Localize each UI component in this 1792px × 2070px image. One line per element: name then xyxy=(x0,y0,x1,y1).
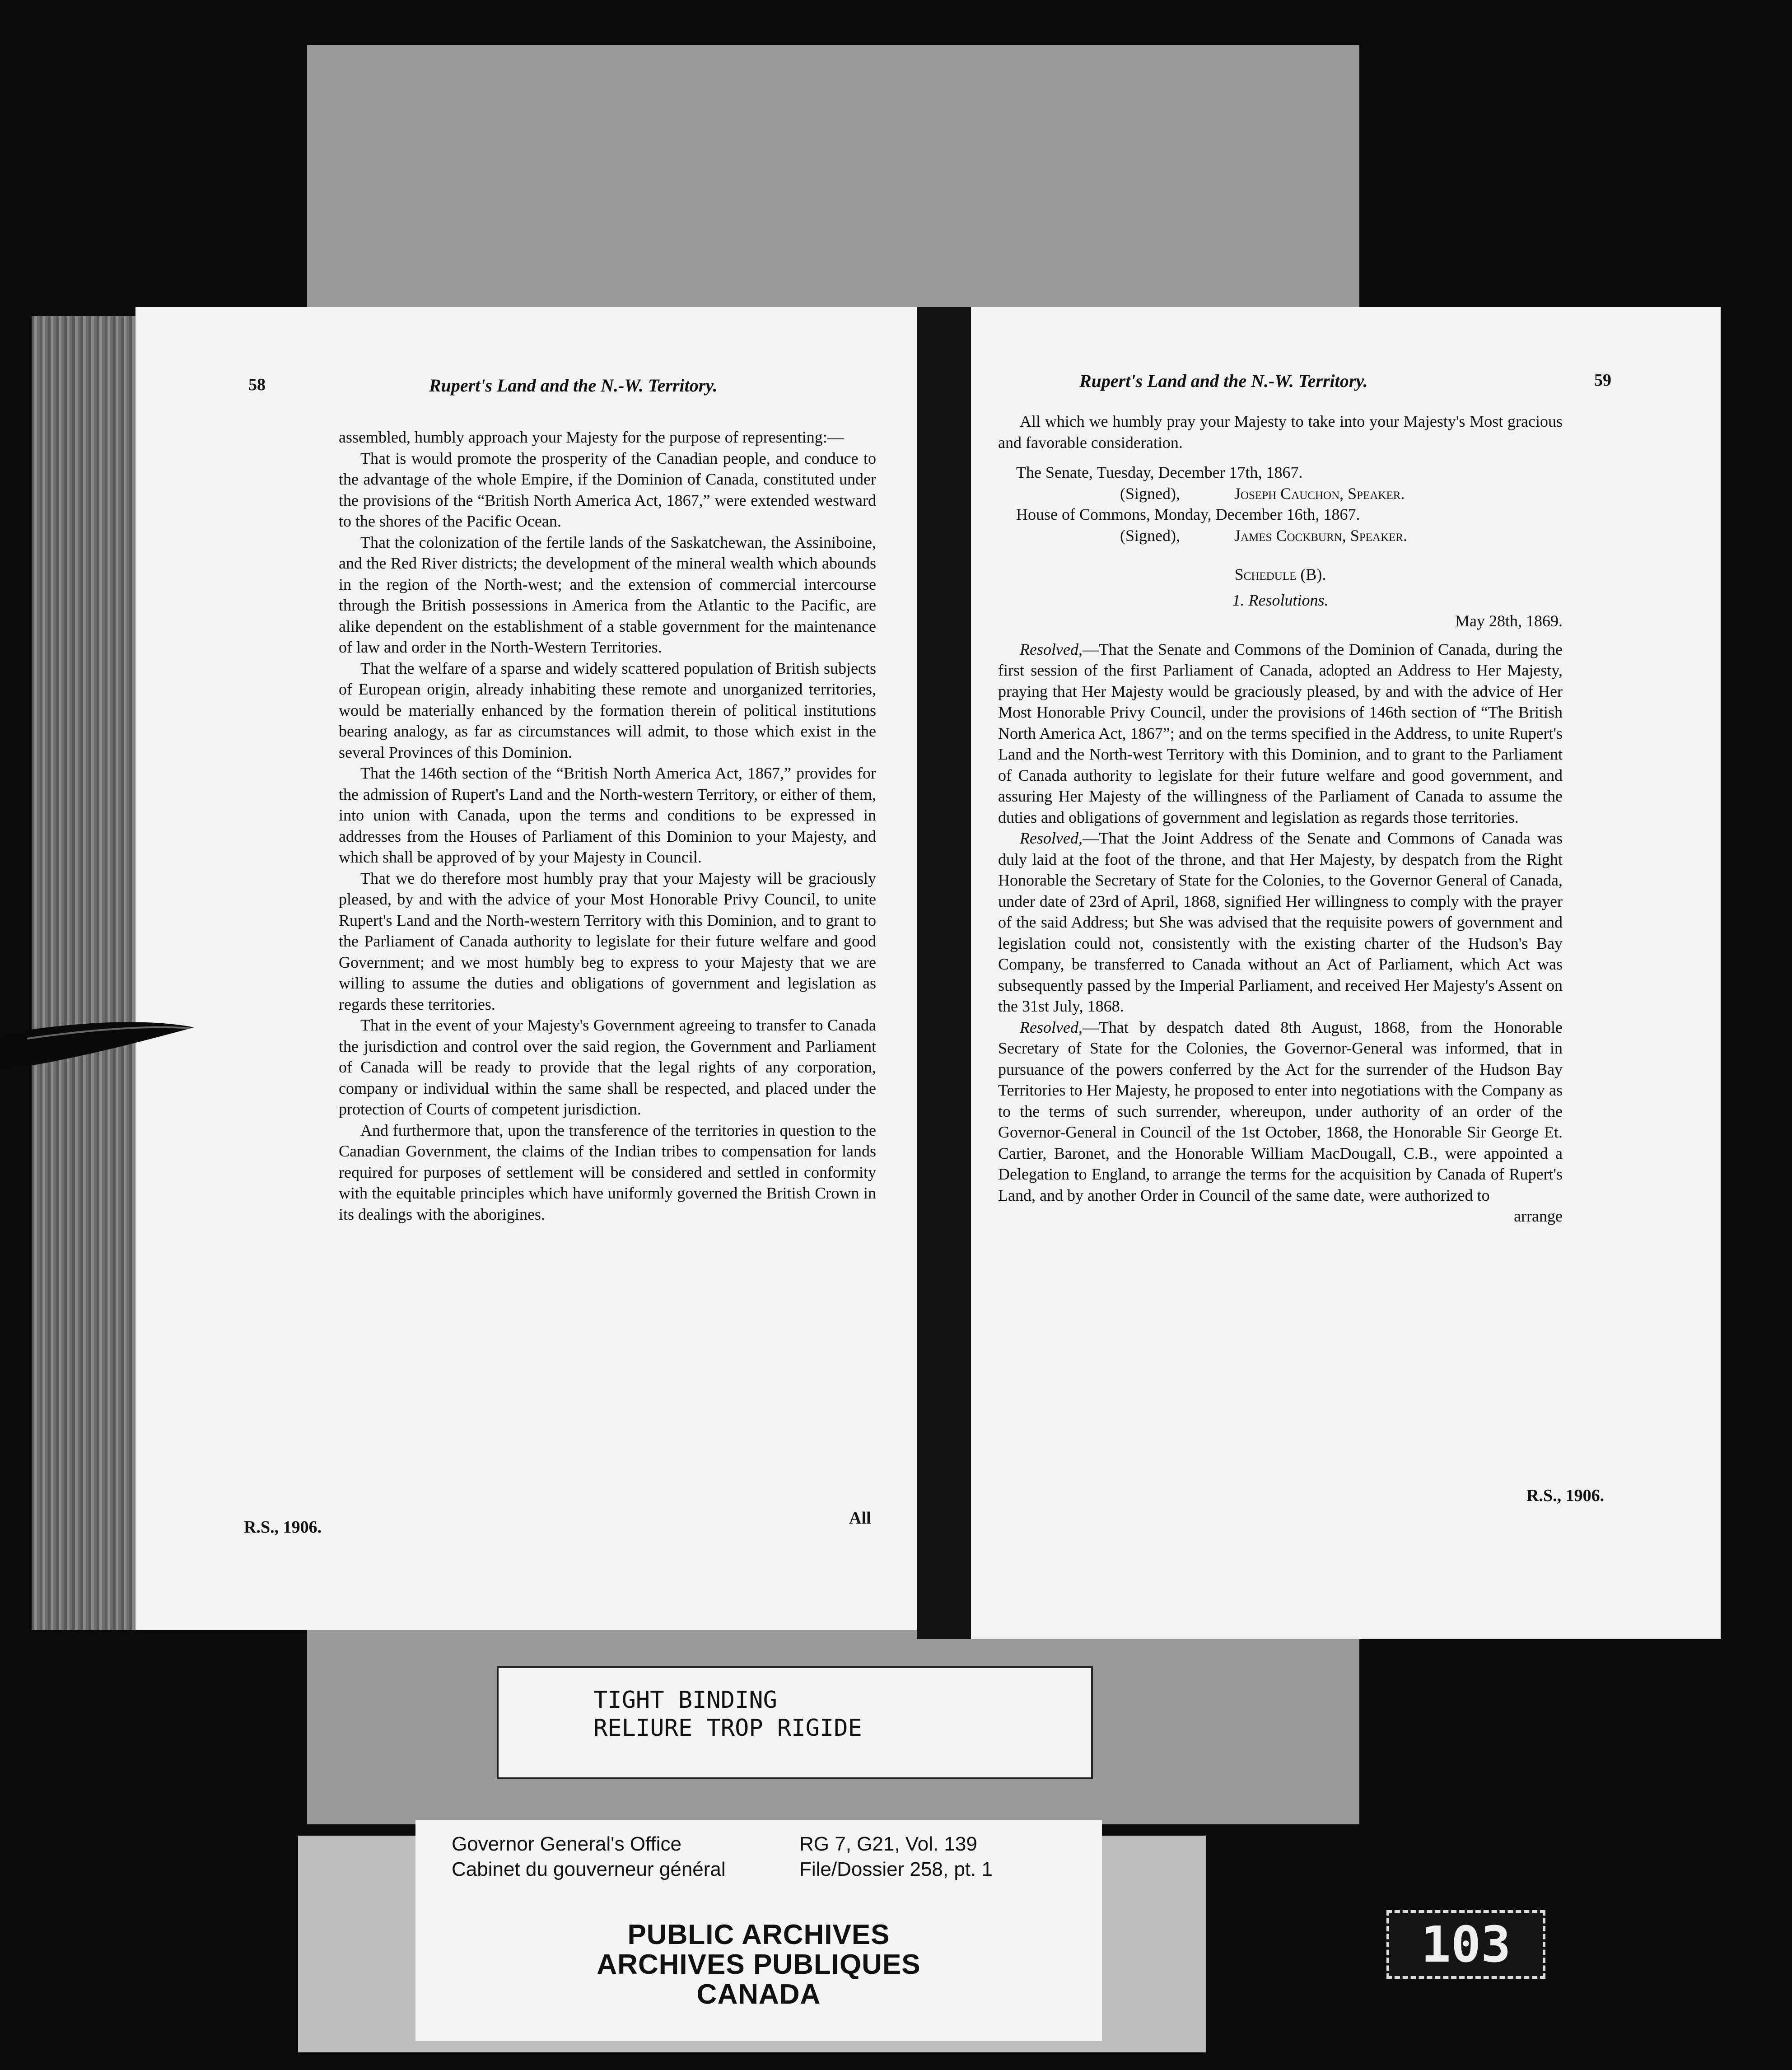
tight-binding-label xyxy=(497,1666,1093,1779)
senate-line: The Senate, Tuesday, December 17th, 1867. xyxy=(1016,463,1303,481)
office-fr: Cabinet du gouverneur général xyxy=(452,1858,726,1880)
right-page xyxy=(971,307,1721,1639)
stamp-line-2: ARCHIVES PUBLIQUES xyxy=(597,1949,921,1980)
resolution-date: May 28th, 1869. xyxy=(1455,612,1563,630)
resolution-text: —That by despatch dated 8th August, 1868, from the Honorable Secretary of State for the Colonies, the Governor-General was informed, that in pursuance of the powers conferred by the Act for the surrender of the Hudson Bay Territories to Her Majesty, he proposed to enter into negotiations with the Company as to the terms of such surrender, whereupon, under authority of an order of the Governor-General in Council of the 1st October, 1868, the Honorable Sir George Et. Cartier, Baronet, and the Honorable William MacDougall, C.B., were appointed a Delegation to England, to arrange the terms for the acquisition by Canada of Rupert's Land, and by another Order in Council of the same date, were authorized to xyxy=(998,1018,1563,1204)
resolved-label: Resolved, xyxy=(1020,829,1083,847)
left-paragraph: That the welfare of a sparse and widely scattered population of British subjects of European origin, already inhabiting these remote and unorganized territories, would be materially enhanced by the formation therein of political institutions bearing analogy, as far as circumstances will admit, to those which exist in the several Provinces of this Dominion. xyxy=(339,659,876,761)
right-opening: All which we humbly pray your Majesty to take into your Majesty's Most gracious and favorable consideration. xyxy=(998,412,1563,452)
left-paragraph: That is would promote the prosperity of the Canadian people, and conduce to the advantage of the whole Empire, if the Dominion of Canada, constituted under the provisions of the “British North America Act, 1867,” were extended westward to the shores of the Pacific Ocean. xyxy=(339,449,876,530)
resolution xyxy=(998,1017,1563,1206)
left-paragraph: That the 146th section of the “British North America Act, 1867,” provides for the admission of Rupert's Land and the North-western Territory, or either of them, into union with Canada, upon the terms and conditions to be expressed in addresses from the Houses of Parliament of this Dominion to your Majesty, and which shall be approved of by your Majesty in Council. xyxy=(339,764,876,866)
frame-counter: 103 xyxy=(1386,1910,1545,1979)
left-footer: R.S., 1906. xyxy=(244,1518,322,1537)
resolved-label: Resolved, xyxy=(1020,640,1083,658)
record-references xyxy=(799,1832,993,1882)
book-page-edges xyxy=(32,316,140,1630)
resolution-text: —That the Joint Address of the Senate and Commons of Canada was duly laid at the foot of the throne, and that Her Majesty, by despatch from the Right Honorable the Secretary of State for the Colonies, to the Governor General of Canada, under date of 23rd of April, 1868, signified Her willingness to comply with the prayer of the said Address; but She was advised that the requisite powers of government and legislation could not, consistently with the existing charter of the Hudson's Bay Company, be transferred to Canada without an Act of Parliament, which Act was subsequently passed by the Imperial Parliament, and received Her Majesty's Assent on the 31st July, 1868. xyxy=(998,829,1563,1015)
left-paragraph: And furthermore that, upon the transference of the territories in question to the Canadian Government, the claims of the Indian tribes to compensation for lands required for purposes of settlement will be considered and settled in conformity with the equitable principles which have uniformly governed the British Crown in its dealings with the aborigines. xyxy=(339,1121,876,1223)
commons-line: House of Commons, Monday, December 16th, 1867. xyxy=(1016,505,1360,523)
tight-binding-en: TIGHT BINDING xyxy=(593,1687,777,1714)
tight-binding-fr: RELIURE TROP RIGIDE xyxy=(593,1715,862,1742)
left-paragraph: assembled, humbly approach your Majesty for the purpose of representing:— xyxy=(339,428,844,446)
left-page-number: 58 xyxy=(248,375,266,394)
signed-label: (Signed), xyxy=(1120,526,1180,545)
left-running-head: Rupert's Land and the N.-W. Territory. xyxy=(429,375,718,396)
commons-speaker: James Cockburn, Speaker. xyxy=(1234,526,1407,545)
right-catchword: arrange xyxy=(1514,1207,1563,1225)
resolution xyxy=(998,639,1563,828)
senate-signature xyxy=(998,483,1563,504)
senate-speaker: Joseph Cauchon, Speaker. xyxy=(1234,484,1405,503)
resolution-text: —That the Senate and Commons of the Dominion of Canada, during the first session of the first Parliament of Canada, adopted an Address to Her Majesty, praying that Her Majesty would be graciously pleased, by and with the advice of Her Most Honorable Privy Council, under the provisions of 146th section of “The British North America Act, 1867”; and on the terms specified in the Address, to unite Rupert's Land and the North-west Territory with this Dominion, and to grant to the Parliament of Canada authority to legislate for their future welfare and good government, and assuring Her Majesty of the willingness of the Parliament of Canada to assume the duties and obligations of government and legislation as regards those territories. xyxy=(998,640,1563,826)
left-paragraph: That the colonization of the fertile lands of the Saskatchewan, the Assiniboine, and the Red River districts; the development of the mineral wealth which abounds in the region of the North-west; and the extension of commercial intercourse through the British possessions in America from the Atlantic to the Pacific, are alike dependent on the establishment of a stable government for the maintenance of law and order in the North-Western Territories. xyxy=(339,533,876,656)
right-text-column xyxy=(998,411,1563,1227)
office-en: Governor General's Office xyxy=(452,1833,681,1855)
office-label xyxy=(415,1820,1102,1906)
left-text-column xyxy=(339,427,876,1225)
right-page-number: 59 xyxy=(1594,371,1611,390)
left-paragraph: That we do therefore most humbly pray that your Majesty will be graciously pleased, by and with the advice of your Most Honorable Privy Council, to unite Rupert's Land and the North-western Territory with this Dominion, and to grant to the Parliament of Canada authority to legislate for their future welfare and good Government; and we most humbly beg to express to your Majesty that we are willing to assume the duties and obligations of government and legislation as regards these territories. xyxy=(339,869,876,1013)
left-catchword: All xyxy=(849,1509,871,1528)
section-heading: 1. Resolutions. xyxy=(1232,591,1329,609)
office-names xyxy=(452,1832,726,1882)
signed-label: (Signed), xyxy=(1120,484,1180,503)
public-archives-stamp xyxy=(415,1906,1102,2041)
resolved-label: Resolved, xyxy=(1020,1018,1083,1036)
record-group: RG 7, G21, Vol. 139 xyxy=(799,1833,977,1855)
right-footer: R.S., 1906. xyxy=(1526,1486,1605,1505)
commons-signature xyxy=(998,525,1563,546)
pen-tip-icon xyxy=(0,1007,199,1075)
stamp-line-3: CANADA xyxy=(696,1979,821,2010)
resolution xyxy=(998,828,1563,1017)
left-paragraph: That in the event of your Majesty's Government agreeing to transfer to Canada the jurisdiction and control over the said region, the Government and Parliament of Canada will be ready to provide that the legal rights of any corporation, company or individual within the same shall be respected, and placed under the protection of Courts of competent jurisdiction. xyxy=(339,1016,876,1118)
stamp-line-1: PUBLIC ARCHIVES xyxy=(627,1919,890,1950)
right-running-head: Rupert's Land and the N.-W. Territory. xyxy=(1079,371,1368,391)
schedule-heading: Schedule (B). xyxy=(1234,565,1326,583)
book-gutter xyxy=(917,307,971,1639)
file-number: File/Dossier 258, pt. 1 xyxy=(799,1858,993,1880)
left-page xyxy=(135,307,917,1630)
